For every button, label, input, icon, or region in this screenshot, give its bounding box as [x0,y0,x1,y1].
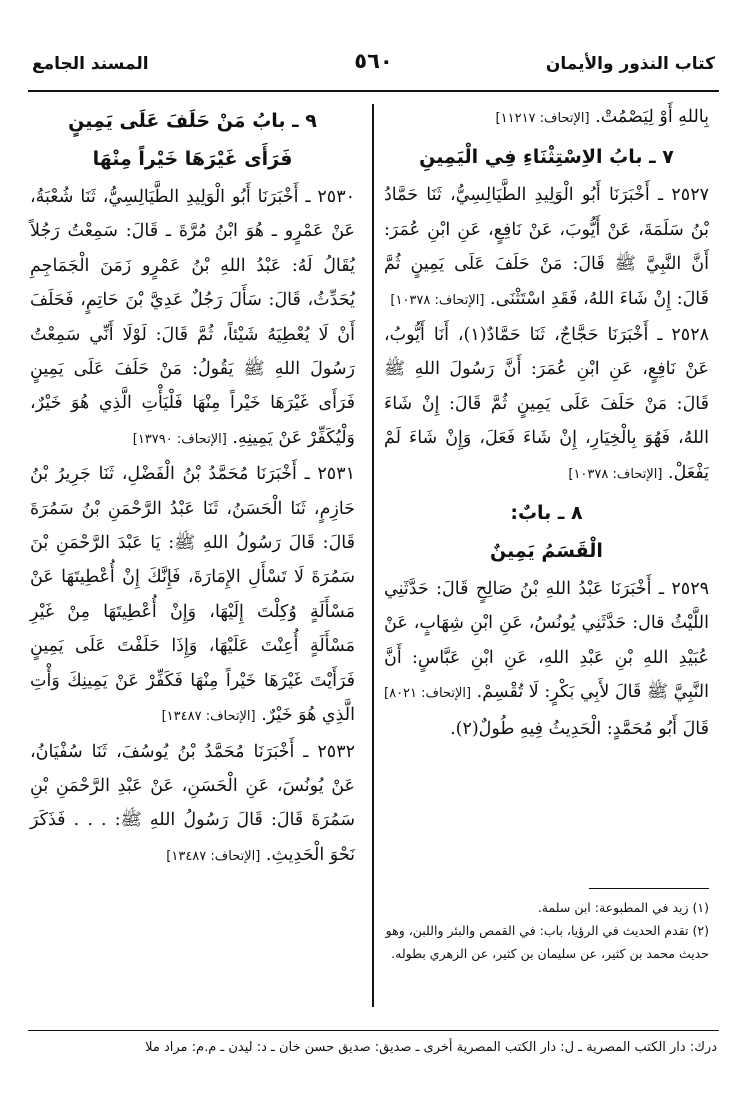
footer-rule [28,1030,719,1031]
hadith-2529: ٢٥٢٩ ـ أَخْبَرَنَا عَبْدُ اللهِ بْنُ صَالِحٍ قَالَ: حَدَّثَنِي اللَّيْثُ قال: حَدَّثَنِي يُونُسُ، عَنِ ابْنِ شِهَابٍ، عَنْ عُبَيْدِ اللهِ بْنِ عَبْدِ اللهِ، عَنِ ابْنِ عَبَّاسٍ: أَنَّ النَّبِيَّ ﷺ قَالَ لأَبِي بَكْرٍ: لَا تُقْسِمْ. [الإتحاف: ٨٠٢١] [384,579,709,703]
chapter-heading-9-line2: فَرَأَى غَيْرَهَا خَيْراً مِنْهَا [92,148,293,170]
footnote-1: (١) زيد في المطبوعة: ابن سلمة. [537,900,709,915]
ithaf-reference: [الإتحاف: ١٣٤٨٧] [161,709,256,725]
hadith-2528: ٢٥٢٨ ـ أَخْبَرَنَا حَجَّاجٌ، ثَنَا حَمَّادٌ(١)، أَنَا أَيُّوبُ، عَنْ نَافِعٍ، عَنِ ابْنِ عُمَرَ: أَنَّ رَسُولَ اللهِ ﷺ قَالَ: مَنْ حَلَفَ عَلَى يَمِينٍ ثُمَّ قَالَ: إِنْ شَاءَ اللهُ، فَهُوَ بِالْخِيَارِ، إِنْ شَاءَ فَعَلَ، وَإِنْ شَاءَ لَمْ يَفْعَلْ. [الإتحاف: ١٠٣٧٨] [384,325,709,483]
ithaf-reference: [الإتحاف: ١٠٣٧٨] [390,292,485,308]
ithaf-reference: [الإتحاف: ١٣٤٨٧] [166,848,261,864]
hadith-2527: ٢٥٢٧ ـ أَخْبَرَنَا أَبُو الْوَلِيدِ الطَّيَالِسِيُّ، ثَنَا حَمَّادُ بْنُ سَلَمَةَ، عَنْ أَيُّوبَ، عَنْ نَافِعٍ، عَنِ ابْنِ عُمَرَ: أَنَّ النَّبِيَّ ﷺ قَالَ: مَنْ حَلَفَ عَلَى يَمِينٍ ثُمَّ قَالَ: إِنْ شَاءَ اللهُ، فَقَدِ اسْتَثْنَى. [الإتحاف: ١٠٣٧٨] [384,185,709,309]
chapter-heading-8-title: الْقَسَمُ يَمِينٌ [490,540,603,563]
left-column [30,100,355,874]
hadith-2531: ٢٥٣١ ـ أَخْبَرَنَا مُحَمَّدُ بْنُ الْفَضْلِ، ثَنَا جَرِيرُ بْنُ حَازِمٍ، ثَنَا الْحَسَنُ، ثَنَا عَبْدُ الرَّحْمَنِ بْنُ سَمُرَةَ قَالَ: قَالَ رَسُولُ اللهِ ﷺ: يَا عَبْدَ الرَّحْمَنِ بْنَ سَمُرَةَ لَا تَسْأَلِ الإِمَارَةَ، فَإِنَّكَ إِنْ أُعْطِيتَهَا عَنْ مَسْأَلَةٍ وُكِلْتَ إِلَيْهَا، وَإِنْ أُعْطِيتَهَا مِنْ غَيْرِ مَسْأَلَةٍ أُعِنْتَ عَلَيْهَا، وَإِذَا حَلَفْتَ عَلَى يَمِينٍ فَرَأَيْتَ غَيْرَهَا خَيْراً مِنْهَا فَكَفِّرْ عَنْ يَمِينِكَ وَأْتِ الَّذِي هُوَ خَيْرٌ. [الإتحاف: ١٣٤٨٧] [30,464,355,726]
series-title: المسند الجامع [32,54,149,74]
ithaf-reference: [الإتحاف: ١٣٧٩٠] [132,431,227,447]
ithaf-reference: [الإتحاف: ١١٢١٧] [495,111,590,126]
column-divider [372,104,374,1007]
right-column [384,100,709,746]
hadith-continuation: بِاللهِ أَوْ لِيَصْمُتْ. [الإتحاف: ١١٢١٧] [495,107,709,127]
page-number: ٥٦٠ [354,49,393,73]
manuscript-sigla-footer: درك: دار الكتب المصرية ـ ل: دار الكتب المصرية أخرى ـ صديق: صديق حسن خان ـ د: ليدن ـ م.م: مراد ملا [145,1040,717,1055]
footnote-rule [589,888,709,889]
chapter-heading-8: ٨ ـ بابٌ: [510,502,583,525]
ithaf-reference: [الإتحاف: ٨٠٢١] [384,686,472,702]
book-title: كتاب النذور والأيمان [545,54,715,74]
page-header [28,46,719,86]
footnote-2: (٢) تقدم الحديث في الرؤيا، باب: في القمص والبئر واللبن، وهو حديث محمد بن كثير، عن سليمان بن كثير، عن الزهري بطوله. [385,923,709,961]
hadith-2532: ٢٥٣٢ ـ أَخْبَرَنَا مُحَمَّدُ بْنُ يُوسُفَ، ثَنَا سُفْيَانُ، عَنْ يُونُسَ، عَنِ الْحَسَنِ، عَنْ عَبْدِ الرَّحْمَنِ بْنِ سَمُرَةَ قَالَ: قَالَ رَسُولُ اللهِ ﷺ: . . . فَذَكَرَ نَحْوَ الْحَدِيثِ. [الإتحاف: ١٣٤٨٧] [30,741,355,865]
header-rule [28,90,719,92]
author-remark: قَالَ أَبُو مُحَمَّدٍ: الْحَدِيثُ فِيهِ طُولٌ(٢). [450,718,709,739]
ithaf-reference: [الإتحاف: ١٠٣٧٨] [568,466,663,482]
chapter-heading-7: ٧ ـ بابُ الاِسْتِثْنَاءِ فِي الْيَمِينِ [419,146,674,169]
chapter-heading-9: ٩ ـ بابُ مَنْ حَلَفَ عَلَى يَمِينٍ [68,110,317,132]
footnotes [384,896,709,965]
hadith-2530: ٢٥٣٠ ـ أَخْبَرَنَا أَبُو الْوَلِيدِ الطَّيَالِسِيُّ، ثَنَا شُعْبَةُ، عَنْ عَمْرٍو ـ هُوَ ابْنُ مُرَّةَ ـ قَالَ: سَمِعْتُ رَجُلاً يُقَالُ لَهُ: عَبْدُ اللهِ بْنُ عَمْرٍو زَمَنَ الْجَمَاجِمِ يُحَدِّثُ، قَالَ: سَأَلَ رَجُلٌ عَدِيَّ بْنَ حَاتِمٍ، فَحَلَفَ أَنْ لَا يُعْطِيَهُ شَيْئاً، ثُمَّ قَالَ: لَوْلَا أَنِّي سَمِعْتُ رَسُولَ اللهِ ﷺ يَقُولُ: مَنْ حَلَفَ عَلَى يَمِينٍ فَرَأَى غَيْرَهَا خَيْراً مِنْهَا فَلْيَأْتِ الَّذِي هُوَ خَيْرٌ، وَلْيُكَفِّرْ عَنْ يَمِينِهِ. [الإتحاف: ١٣٧٩٠] [30,187,355,448]
